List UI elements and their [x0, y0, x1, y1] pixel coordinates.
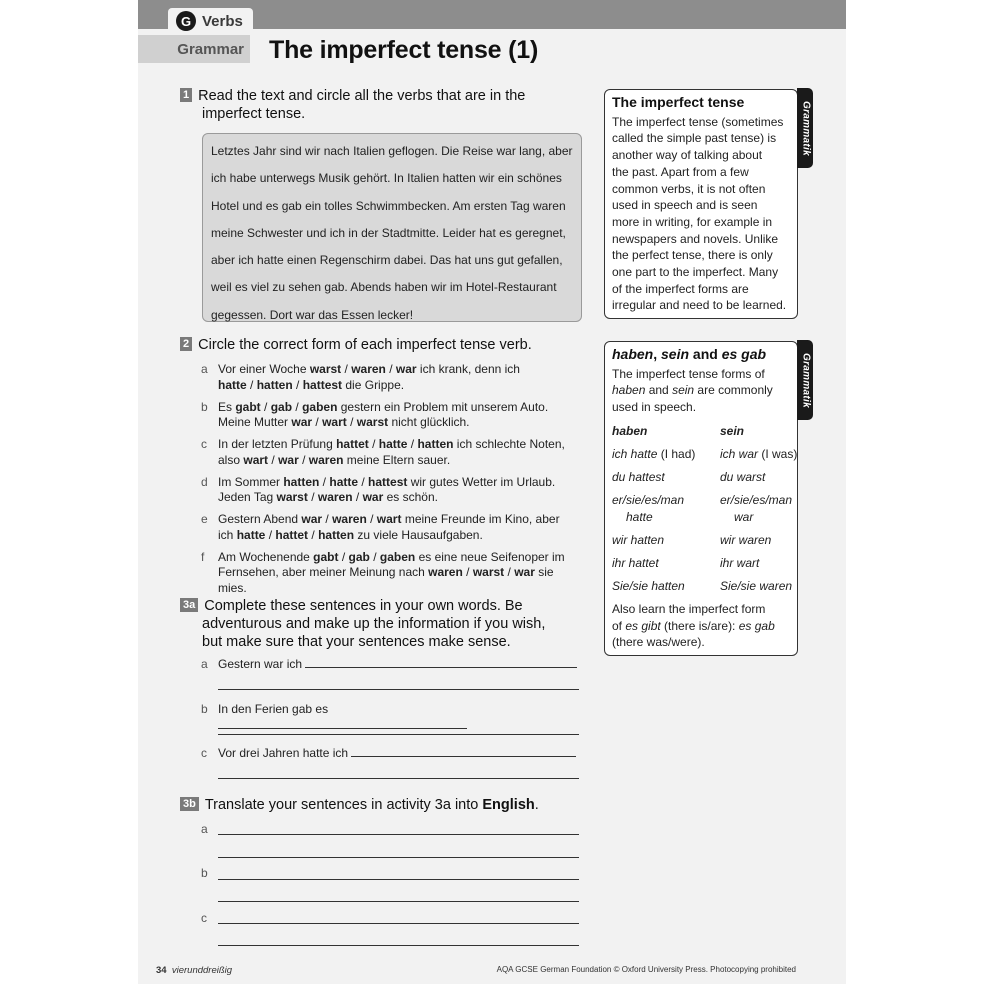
page-title: The imperfect tense (1)	[269, 36, 539, 64]
section-tab	[168, 8, 253, 34]
answer-line[interactable]	[218, 778, 579, 779]
verb-option[interactable]: war	[362, 490, 384, 504]
grammar-box-title: haben, sein and es gab	[612, 346, 767, 362]
q2-item	[201, 437, 581, 468]
q3b-letter-a	[201, 822, 218, 838]
verb-option[interactable]: hatte	[378, 437, 408, 451]
grammar-box-haben-sein	[604, 341, 812, 656]
q3b-instruction	[180, 796, 539, 814]
page-word: vierunddreißig	[171, 965, 233, 976]
grammar-intro: used in speech.	[612, 400, 697, 415]
item-letter: b	[201, 702, 208, 716]
q1-instruction-line2: imperfect tense.	[202, 106, 306, 122]
sein-form: du warst	[720, 469, 766, 484]
verb-option[interactable]: wart	[243, 452, 269, 467]
prompt-text: Gestern war ich	[218, 657, 303, 671]
q2-item-line	[218, 437, 581, 453]
grammar-line: the perfect tense, there is only	[612, 248, 773, 263]
prompt-text: Vor drei Jahren hatte ich	[218, 746, 349, 760]
haben-form: hatte	[626, 509, 653, 524]
col-header-sein: sein	[720, 423, 745, 438]
item-text: /	[312, 415, 323, 429]
answer-line[interactable]	[218, 834, 579, 835]
item-text: /	[338, 549, 349, 564]
verb-option[interactable]: gab	[270, 399, 293, 414]
grammar-line: of the imperfect forms are	[612, 281, 749, 296]
sein-form: er/sie/es/man	[720, 492, 793, 507]
item-text: Jeden Tag	[218, 490, 277, 504]
item-text: /	[322, 512, 333, 526]
item-text: meine Freunde im Kino, aber	[401, 512, 560, 526]
grammar-intro: The imperfect tense forms of	[612, 366, 765, 381]
item-letter: a	[201, 362, 208, 376]
item-text: /	[268, 452, 279, 467]
verb-option[interactable]: warst	[309, 362, 342, 376]
item-text: es eine neue Seifenoper im	[415, 549, 565, 564]
item-text: /	[407, 437, 418, 451]
item-letter: a	[201, 657, 208, 671]
item-text: /	[246, 377, 257, 392]
verb-option[interactable]: hatten	[256, 377, 293, 392]
item-text: nicht glücklich.	[388, 415, 470, 429]
prompt-text: In den Ferien gab es	[218, 702, 329, 716]
verb-option[interactable]: hattet	[336, 437, 369, 451]
q2-number: 2	[180, 337, 192, 351]
section-badge: G	[176, 11, 196, 31]
q3a-instruction-line3: but make sure that your sentences make sense.	[202, 634, 511, 650]
q3b-instruction-end: .	[534, 797, 539, 813]
haben-form: Sie/sie hatten	[612, 578, 685, 593]
item-text: /	[298, 452, 309, 467]
grammar-line: more in writing, for example in	[612, 214, 773, 229]
verb-option[interactable]: war	[301, 512, 323, 526]
q2-item-line	[218, 490, 581, 506]
grammatik-tab: Grammatik	[797, 88, 813, 168]
item-letter: d	[201, 474, 208, 489]
item-text: /	[366, 512, 377, 526]
q2-item-line	[218, 362, 581, 378]
answer-line[interactable]	[218, 945, 579, 946]
q1-instruction	[180, 87, 580, 123]
reading-line: meine Schwester und ich in der Stadtmitte. Leider hat es geregnet,	[211, 225, 566, 240]
verb-option[interactable]: warst	[276, 490, 308, 504]
q2-item	[201, 475, 581, 506]
q3b-letter-b	[201, 866, 218, 882]
verb-option[interactable]: gaben	[302, 399, 338, 414]
item-text: /	[346, 415, 357, 429]
subsection-label: Grammar	[138, 35, 250, 63]
grammar-line: one part to the imperfect. Many	[612, 265, 779, 280]
verb-option[interactable]: waren	[351, 362, 386, 376]
q3a-instruction-line1: Complete these sentences in your own words. Be	[204, 598, 523, 614]
q2-item-line	[218, 528, 581, 544]
grammar-outro: (there was/were).	[612, 635, 705, 650]
copyright-footer: AQA GCSE German Foundation © Oxford University Press. Photocopying prohibited	[496, 965, 796, 974]
q2-item-line	[218, 475, 581, 491]
item-letter: f	[201, 549, 205, 564]
q3b-instruction-text: Translate your sentences in activity 3a into	[204, 797, 483, 813]
item-text: wir gutes Wetter im Urlaub.	[407, 474, 556, 489]
answer-line[interactable]	[305, 667, 577, 668]
item-letter: a	[201, 822, 208, 836]
q2-item-list	[201, 362, 581, 603]
item-text: gestern ein Problem mit unserem Auto.	[337, 399, 549, 414]
verb-option[interactable]: hatten	[417, 437, 454, 451]
page-number: 34	[156, 965, 167, 976]
item-text: Fernsehen, aber meiner Meinung nach	[218, 565, 429, 579]
sein-form: wir waren	[720, 532, 772, 547]
answer-line[interactable]	[218, 879, 579, 880]
verb-option[interactable]: hattest	[368, 474, 408, 489]
verb-option[interactable]: gabt	[235, 399, 261, 414]
item-text: die Grippe.	[342, 377, 405, 392]
grammar-line: another way of talking about	[612, 148, 763, 163]
section-label: Verbs	[202, 12, 243, 30]
verb-option[interactable]: gabt	[313, 549, 339, 564]
q2-item-line	[218, 453, 581, 469]
verb-option[interactable]: war	[395, 362, 417, 376]
grammar-line: irregular and need to be learned.	[612, 298, 787, 313]
grammar-line: common verbs, it is not often	[612, 181, 766, 196]
q2-item	[201, 512, 581, 543]
verb-option[interactable]: war	[291, 415, 313, 429]
q2-item-line	[218, 550, 581, 566]
grammar-box-imperfect	[604, 89, 812, 319]
item-text: Meine Mutter	[218, 415, 292, 429]
reading-line: Hotel und es gab ein tolles Schwimmbecken. Am ersten Tag waren	[211, 198, 566, 213]
item-text: Gestern Abend	[218, 512, 302, 526]
grammar-outro: Also learn the imperfect form	[612, 601, 766, 616]
verb-option[interactable]: warst	[356, 415, 389, 429]
reading-line: Letztes Jahr sind wir nach Italien geflogen. Die Reise war lang, aber	[211, 144, 573, 158]
q3a-prompt-c	[201, 746, 579, 762]
haben-form: wir hatten	[612, 532, 665, 547]
item-text: In der letzten Prüfung	[218, 437, 337, 451]
item-text: ich	[218, 527, 237, 542]
grammar-outro: of es gibt (there is/are): es gab	[612, 618, 775, 633]
item-letter: e	[201, 512, 208, 526]
haben-form: er/sie/es/man	[612, 492, 685, 507]
item-text: es schön.	[383, 490, 438, 504]
reading-line: ich habe unterwegs Musik gehört. In Italien hatten wir ein schönes	[211, 171, 562, 186]
verb-option[interactable]: gab	[348, 549, 370, 564]
q2-instruction	[180, 336, 532, 354]
q1-instruction-line1: Read the text and circle all the verbs that are in the	[198, 88, 526, 104]
verb-option[interactable]: hattet	[275, 527, 309, 542]
page-number-footer	[156, 965, 232, 976]
item-letter: c	[201, 911, 207, 925]
answer-line[interactable]	[218, 728, 467, 729]
q3a-instruction-line2: adventurous and make up the information if you wish,	[202, 616, 546, 632]
grammar-line: used in speech and is seen	[612, 198, 758, 213]
verb-option[interactable]: gaben	[379, 549, 416, 564]
verb-option[interactable]: hatten	[318, 527, 355, 542]
answer-line[interactable]	[218, 734, 579, 735]
item-text: /	[358, 474, 369, 489]
item-text: zu viele Hausaufgaben.	[354, 527, 483, 542]
q3a-prompt-a	[201, 657, 579, 673]
q3a-instruction	[180, 597, 580, 651]
q2-item	[201, 400, 581, 431]
item-text: ich krank, denn ich	[416, 362, 520, 376]
verb-option[interactable]: wart	[322, 415, 347, 429]
q3b-instruction-bold: English	[482, 797, 535, 813]
q3b-letter-c	[201, 911, 218, 927]
q2-item-line	[218, 512, 581, 528]
item-text: /	[265, 527, 276, 542]
item-letter: c	[201, 746, 207, 760]
item-letter: b	[201, 399, 208, 414]
grammar-line: the past. Apart from a few	[612, 164, 749, 179]
haben-form: du hattest	[612, 469, 665, 484]
reading-line: weil es viel zu sehen gab. Abends haben wir im Hotel-Restaurant	[211, 280, 557, 295]
grammar-line: newspapers and novels. Unlike	[612, 231, 779, 246]
verb-option[interactable]: war	[278, 452, 299, 467]
q2-instruction-text: Circle the correct form of each imperfect tense verb.	[198, 337, 532, 353]
answer-line[interactable]	[218, 901, 579, 902]
item-text: /	[260, 399, 271, 414]
item-text: Es	[218, 399, 236, 414]
q2-item	[201, 550, 581, 597]
answer-line[interactable]	[218, 857, 579, 858]
item-text: /	[352, 490, 363, 504]
verb-option[interactable]: hatte	[329, 474, 359, 489]
verb-option[interactable]: waren	[308, 452, 344, 467]
item-text: Vor einer Woche	[218, 362, 310, 376]
item-text: /	[341, 362, 352, 376]
item-text: /	[307, 490, 318, 504]
q2-item-line	[218, 378, 581, 394]
q1-number: 1	[180, 88, 192, 102]
verb-option[interactable]: hattest	[302, 377, 343, 392]
verb-option[interactable]: waren	[317, 490, 353, 504]
verb-option[interactable]: war	[514, 565, 535, 579]
sein-form: ich war (I was)	[720, 446, 798, 461]
item-text: also	[218, 452, 244, 467]
q3a-prompt-b	[201, 702, 579, 733]
q3a-number: 3a	[180, 598, 198, 612]
item-text: /	[369, 549, 380, 564]
item-text: /	[462, 565, 473, 579]
answer-line[interactable]	[218, 923, 579, 924]
sein-form: war	[734, 509, 754, 524]
item-text: meine Eltern sauer.	[343, 452, 451, 467]
haben-form: ich hatte (I had)	[612, 446, 696, 461]
sein-form: Sie/sie waren	[720, 578, 793, 593]
col-header-haben: haben	[612, 423, 648, 438]
item-letter: b	[201, 866, 208, 880]
grammar-line: called the simple past tense) is	[612, 131, 777, 146]
verb-option[interactable]: warst	[472, 565, 505, 579]
item-text: sie mies.	[218, 565, 554, 595]
q2-item	[201, 362, 581, 393]
grammar-intro: haben and sein are commonly	[612, 383, 773, 398]
q2-item-line	[218, 400, 581, 416]
q2-item-line	[218, 565, 581, 596]
grammar-line: The imperfect tense (sometimes	[612, 114, 784, 129]
item-text: /	[292, 377, 303, 392]
answer-line[interactable]	[351, 756, 576, 757]
item-text: /	[308, 527, 319, 542]
reading-line: gegessen. Dort war das Essen lecker!	[211, 307, 414, 322]
verb-option[interactable]: waren	[428, 565, 463, 579]
verb-option[interactable]: waren	[332, 512, 367, 526]
grammatik-tab: Grammatik	[797, 340, 813, 420]
verb-option[interactable]: hatte	[236, 527, 266, 542]
q3b-number: 3b	[180, 797, 199, 811]
item-text: Im Sommer	[218, 474, 284, 489]
verb-option[interactable]: wart	[376, 512, 402, 526]
item-text: /	[292, 399, 303, 414]
item-text: /	[319, 474, 330, 489]
verb-option[interactable]: hatte	[218, 377, 247, 392]
haben-form: ihr hattet	[612, 555, 659, 570]
item-text: ich schlechte Noten,	[453, 437, 565, 451]
worksheet-page	[138, 0, 846, 984]
reading-line: aber ich hatte einen Regenschirm dabei. Das hat uns gut gefallen,	[211, 253, 563, 268]
item-text: /	[504, 565, 515, 579]
item-text: Am Wochenende	[218, 549, 314, 564]
answer-line[interactable]	[218, 689, 579, 690]
item-letter: c	[201, 437, 207, 451]
item-text: /	[368, 437, 379, 451]
item-text: /	[385, 362, 396, 376]
sein-form: ihr wart	[720, 555, 760, 570]
grammar-box-title: The imperfect tense	[612, 94, 745, 110]
verb-table	[612, 420, 798, 598]
reading-text-box	[202, 133, 582, 322]
verb-option[interactable]: hatten	[283, 474, 320, 489]
q2-item-line	[218, 415, 581, 431]
